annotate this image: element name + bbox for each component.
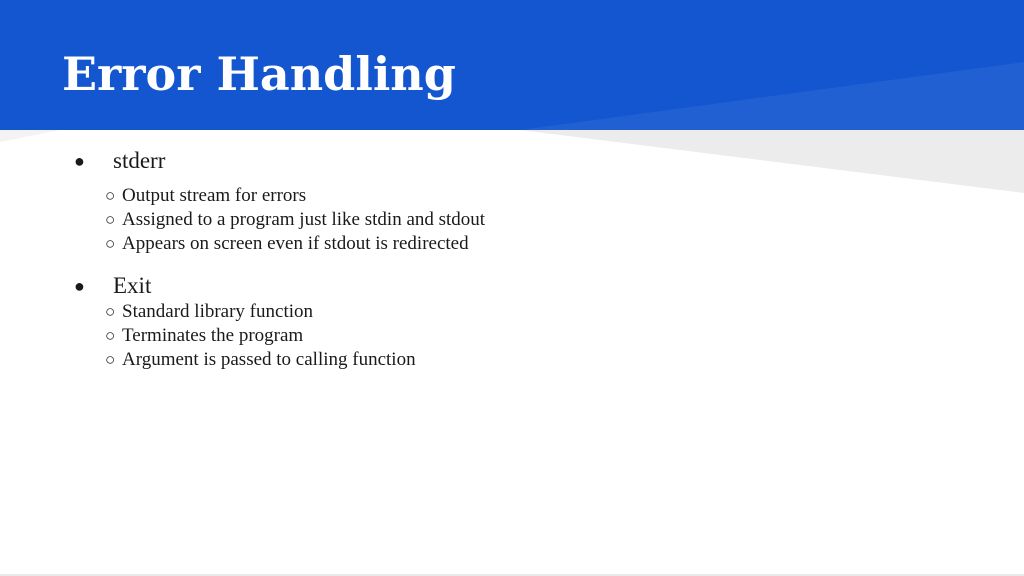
sub-marker-icon: ○ xyxy=(105,210,116,229)
bullet-marker-icon: ● xyxy=(74,151,85,171)
bullet-label: stderr xyxy=(113,148,166,173)
slide-title: Error Handling xyxy=(62,47,456,101)
light-stripe xyxy=(0,130,60,142)
sub-marker-icon: ○ xyxy=(105,186,116,205)
sub-item-text: Output stream for errors xyxy=(122,185,307,206)
sub-item-text: Argument is passed to calling function xyxy=(122,349,416,370)
sub-item-text: Assigned to a program just like stdin and stdout xyxy=(122,209,486,230)
banner-accent-stripe xyxy=(520,62,1024,130)
sub-marker-icon: ○ xyxy=(105,326,116,345)
sub-marker-icon: ○ xyxy=(105,302,116,321)
sub-marker-icon: ○ xyxy=(105,350,116,369)
sub-item-text: Appears on screen even if stdout is redirected xyxy=(122,233,469,254)
grey-stripe xyxy=(520,130,1024,193)
sub-item-text: Terminates the program xyxy=(122,325,304,346)
sub-item-text: Standard library function xyxy=(122,301,314,322)
bullet-marker-icon: ● xyxy=(74,276,85,296)
sub-marker-icon: ○ xyxy=(105,234,116,253)
bullet-label: Exit xyxy=(113,273,152,298)
